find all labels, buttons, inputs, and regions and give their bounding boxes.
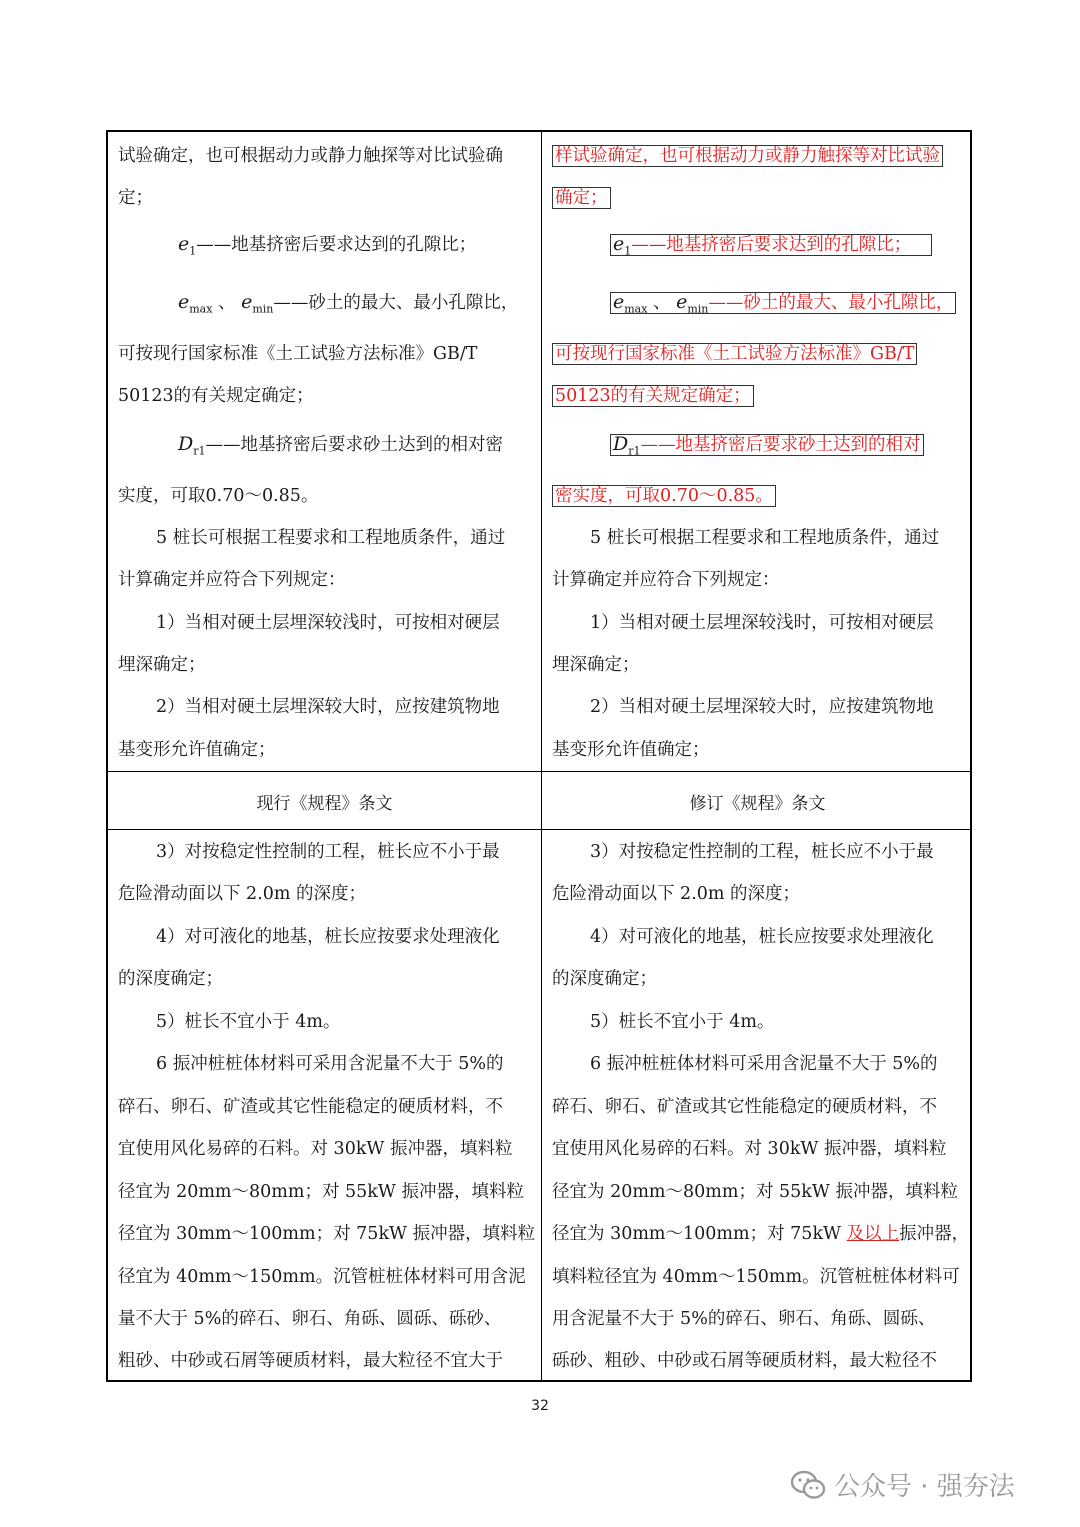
text-line: 填料粒径宜为 40mm～150mm。沉管桩桩体材料可 — [552, 1267, 960, 1287]
revised-text: 样试验确定，也可根据动力或静力触探等对比试验 — [552, 145, 943, 167]
formula-e1: $e_1——$地基挤密后要求达到的孔隙比； — [178, 233, 477, 258]
formula-emax-emin: $e_{max}$ 、 $e_{min}——$砂土的最大、最小孔隙比， — [178, 291, 519, 316]
text-line: 径宜为 40mm～150mm。沉管桩桩体材料可用含泥 — [118, 1267, 526, 1287]
text-line: 3）对按稳定性控制的工程，桩长应不小于最 — [590, 842, 934, 862]
text-line: 1）当相对硬土层埋深较浅时，可按相对硬层 — [156, 613, 500, 633]
text-line: 2）当相对硬土层埋深较大时，应按建筑物地 — [156, 697, 500, 717]
text-line: 5）桩长不宜小于 4m。 — [590, 1012, 775, 1032]
text-line: 宜使用风化易碎的石料。对 30kW 振冲器，填料粒 — [552, 1139, 947, 1159]
text-line: 可按现行国家标准《土工试验方法标准》GB/T — [118, 344, 478, 364]
watermark-text: 公众号 · 强夯法 — [834, 1472, 1015, 1502]
text-line: 5 桩长可根据工程要求和工程地质条件，通过 — [590, 528, 940, 548]
formula-emax-emin-revised: $e_{max}$ 、 $e_{min}——$砂土的最大、最小孔隙比， — [610, 288, 956, 324]
page-number: 32 — [531, 1398, 549, 1414]
text-line: 定； — [118, 188, 153, 208]
text-line: 的深度确定； — [118, 969, 223, 989]
text-line — [552, 482, 776, 510]
text-line — [552, 340, 917, 368]
text-line — [552, 382, 754, 410]
text-line — [552, 184, 611, 212]
text-line: 实度，可取0.70～0.85。 — [118, 486, 319, 506]
text-line: 埋深确定； — [552, 655, 640, 675]
wechat-icon — [790, 1470, 826, 1500]
text-line: 3）对按稳定性控制的工程，桩长应不小于最 — [156, 842, 500, 862]
text-line: 6 振冲桩桩体材料可采用含泥量不大于 5%的 — [590, 1054, 938, 1074]
text-line: 5）桩长不宜小于 4m。 — [156, 1012, 341, 1032]
formula-e1-revised: $e_1——$地基挤密后要求达到的孔隙比； — [610, 230, 932, 266]
text-line: 径宜为 30mm～100mm；对 75kW 及以上振冲器， — [552, 1224, 970, 1244]
text-line: 的深度确定； — [552, 969, 657, 989]
header-revised-clause: 修订《规程》条文 — [689, 794, 826, 814]
watermark — [790, 1466, 1015, 1503]
text-line: 危险滑动面以下 2.0m 的深度； — [118, 884, 367, 904]
text-line: 径宜为 30mm～100mm；对 75kW 振冲器，填料粒 — [118, 1224, 536, 1244]
text-line: 5 桩长可根据工程要求和工程地质条件，通过 — [156, 528, 506, 548]
text-line: 埋深确定； — [118, 655, 206, 675]
revised-text: 密实度，可取0.70～0.85。 — [552, 485, 776, 507]
formula-dr1: $D_{r1}——$地基挤密后要求砂土达到的相对密 — [178, 433, 503, 458]
header-current-clause: 现行《规程》条文 — [256, 794, 393, 814]
revised-text: 确定； — [552, 187, 611, 209]
text-line: 径宜为 20mm～80mm；对 55kW 振冲器，填料粒 — [118, 1182, 524, 1202]
text-line: 碎石、卵石、矿渣或其它性能稳定的硬质材料，不 — [552, 1097, 937, 1117]
revised-text: 可按现行国家标准《土工试验方法标准》GB/T — [552, 343, 917, 365]
column-divider — [541, 132, 542, 1380]
text-line: 用含泥量不大于 5%的碎石、卵石、角砾、圆砾、 — [552, 1309, 936, 1329]
comparison-table — [106, 130, 972, 1382]
text-line: 宜使用风化易碎的石料。对 30kW 振冲器，填料粒 — [118, 1139, 513, 1159]
header-top-rule — [108, 771, 970, 772]
revised-insert: 及以上 — [846, 1224, 900, 1244]
text-line: 2）当相对硬土层埋深较大时，应按建筑物地 — [590, 697, 934, 717]
text-line: 4）对可液化的地基，桩长应按要求处理液化 — [590, 927, 934, 947]
text-line: 50123的有关规定确定； — [118, 386, 314, 406]
text-line: 计算确定并应符合下列规定： — [552, 570, 780, 590]
text-line: 基变形允许值确定； — [118, 740, 276, 760]
text-line: 量不大于 5%的碎石、卵石、角砾、圆砾、砾砂、 — [118, 1309, 502, 1329]
text-line: 粗砂、中砂或石屑等硬质材料，最大粒径不宜大于 — [118, 1351, 503, 1371]
text-line: 径宜为 20mm～80mm；对 55kW 振冲器，填料粒 — [552, 1182, 958, 1202]
revised-text: 50123的有关规定确定； — [552, 385, 754, 407]
text-line: 砾砂、粗砂、中砂或石屑等硬质材料，最大粒径不 — [552, 1351, 937, 1371]
text-line: 碎石、卵石、矿渣或其它性能稳定的硬质材料，不 — [118, 1097, 503, 1117]
text-line: 试验确定，也可根据动力或静力触探等对比试验确 — [118, 146, 503, 166]
text-line — [552, 142, 943, 170]
text-line: 危险滑动面以下 2.0m 的深度； — [552, 884, 801, 904]
text-line: 1）当相对硬土层埋深较浅时，可按相对硬层 — [590, 613, 934, 633]
text-line: 6 振冲桩桩体材料可采用含泥量不大于 5%的 — [156, 1054, 504, 1074]
formula-dr1-revised: $D_{r1}——$地基挤密后要求砂土达到的相对 — [610, 430, 924, 466]
text-line: 4）对可液化的地基，桩长应按要求处理液化 — [156, 927, 500, 947]
text-line: 基变形允许值确定； — [552, 740, 710, 760]
text-line: 计算确定并应符合下列规定： — [118, 570, 346, 590]
